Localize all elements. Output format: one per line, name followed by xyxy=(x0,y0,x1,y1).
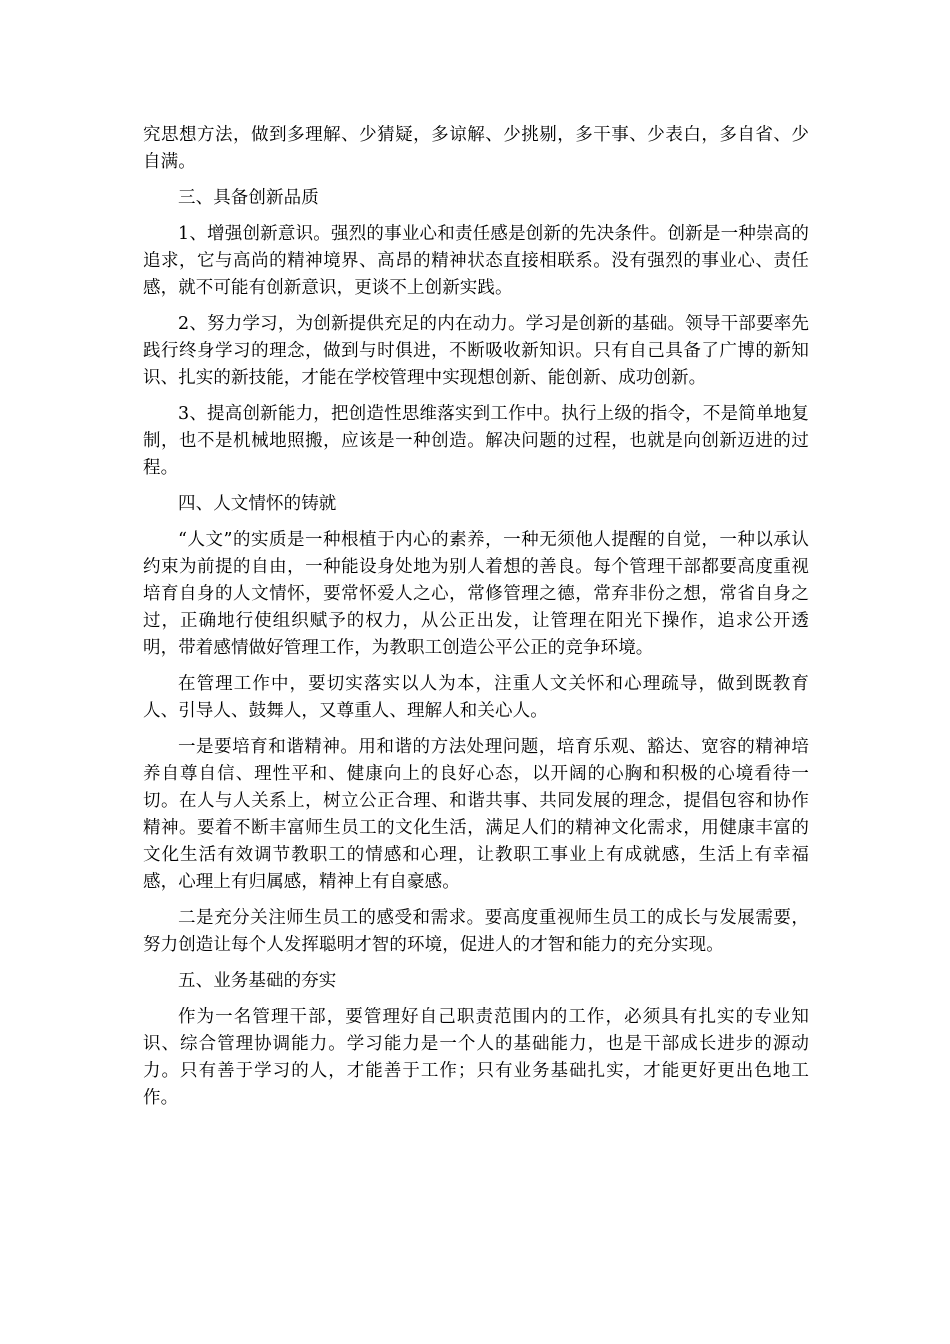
document-body xyxy=(143,122,809,1121)
paragraph-innovation-awareness: 1、增强创新意识。强烈的事业心和责任感是创新的先决条件。创新是一种崇高的追求，它与高尚的精神境界、高昂的精神状态直接相联系。没有强烈的事业心、责任感，就不可能有创新意识，更谈不上创新实践。 xyxy=(143,224,809,298)
paragraph-humanities: “人文”的实质是一种根植于内心的素养，一种无须他人提醒的自觉，一种以承认约束为前提的自由，一种能设身处地为别人着想的善良。每个管理干部都要高度重视培育自身的人文情怀，要常怀爱人之心，常修管理之德，常弃非份之想，常省自身之过，正确地行使组织赋予的权力，从公正出发，让管理在阳光下操作，追求公开透明，带着感情做好管理工作，为教职工创造公平公正的竞争环境。 xyxy=(143,530,809,658)
paragraph-staff-needs: 二是充分关注师生员工的感受和需求。要高度重视师生员工的成长与发展需要，努力创造让每个人发挥聪明才智的环境，促进人的才智和能力的充分实现。 xyxy=(143,908,809,955)
paragraph-harmony: 一是要培育和谐精神。用和谐的方法处理问题，培育乐观、豁达、宽容的精神培养自尊自信、理性平和、健康向上的良好心态，以开阔的心胸和积极的心境看待一切。在人与人关系上，树立公正合理、和谐共事、共同发展的理念，提倡包容和协作精神。要着不断丰富师生员工的文化生活，满足人们的精神文化需求，用健康丰富的文化生活有效调节教职工的情感和心理，让教职工事业上有成就感，生活上有幸福感，心理上有归属感，精神上有自豪感。 xyxy=(143,737,809,892)
section-heading-4: 四、人文情怀的铸就 xyxy=(178,494,337,514)
section-heading-5: 五、业务基础的夯实 xyxy=(178,971,337,991)
paragraph-study: 2、努力学习，为创新提供充足的内在动力。学习是创新的基础。领导干部要率先践行终身学习的理念，做到与时俱进，不断吸收新知识。只有自己具备了广博的新知识、扎实的新技能，才能在学校管理中实现想创新、能创新、成功创新。 xyxy=(143,314,809,388)
section-heading-3: 三、具备创新品质 xyxy=(178,188,319,208)
paragraph-business-foundation: 作为一名管理干部，要管理好自己职责范围内的工作，必须具有扎实的专业知识、综合管理协调能力。学习能力是一个人的基础能力，也是干部成长进步的源动力。只有善于学习的人，才能善于工作；只有业务基础扎实，才能更好更出色地工作。 xyxy=(143,1007,809,1108)
paragraph-people-oriented: 在管理工作中，要切实落实以人为本，注重人文关怀和心理疏导，做到既教育人、引导人、鼓舞人，又尊重人、理解人和关心人。 xyxy=(143,674,809,721)
paragraph-innovation-ability: 3、提高创新能力，把创造性思维落实到工作中。执行上级的指令，不是简单地复制，也不是机械地照搬，应该是一种创造。解决问题的过程，也就是向创新迈进的过程。 xyxy=(143,404,809,478)
paragraph-continuation: 究思想方法，做到多理解、少猜疑，多谅解、少挑剔，多干事、少表白，多自省、少自满。 xyxy=(143,125,809,172)
